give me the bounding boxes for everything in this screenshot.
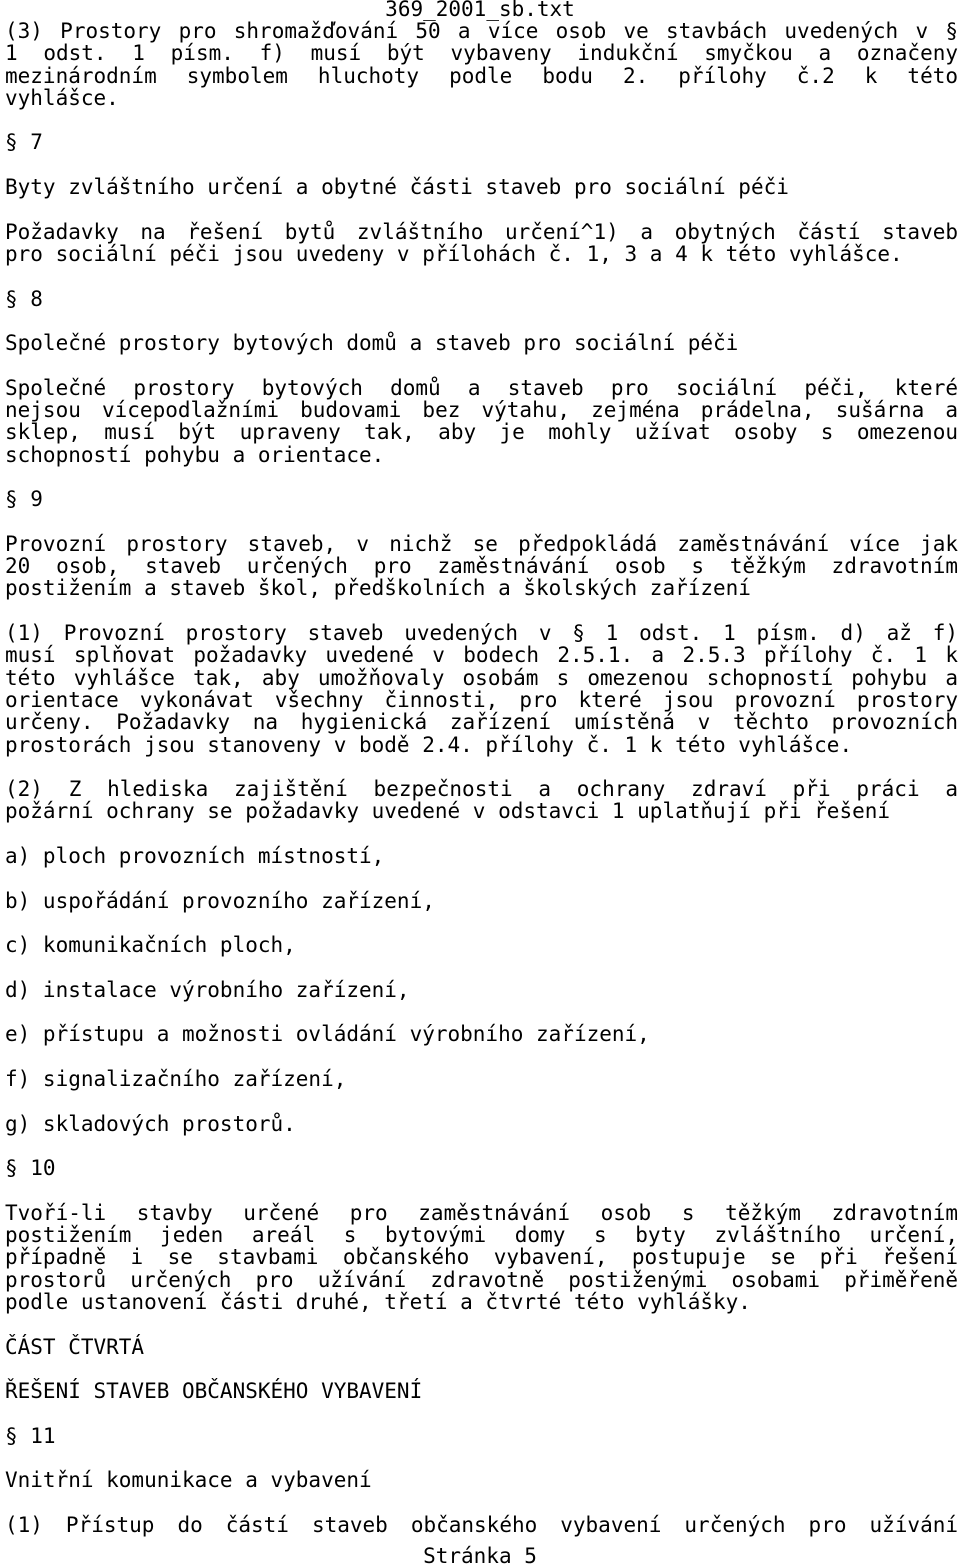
text-line: 20 osob, staveb určených pro zaměstnávání osob s těžkým zdravotním (5, 554, 958, 579)
blank-line (5, 1492, 958, 1514)
text-line: této vyhlášce tak, aby umožňovaly osobám s omezenou schopností pohybu a (5, 665, 958, 690)
text-line: případně i se stavbami občanského vybavení, postupuje se při řešení (5, 1245, 958, 1270)
page-number: Stránka 5 (423, 1544, 537, 1568)
text-line: sklep, musí být upraveny tak, aby je mohly užívat osoby s omezenou (5, 420, 958, 445)
blank-line (5, 1001, 958, 1023)
blank-line (5, 956, 958, 978)
text-line: ČÁST ČTVRTÁ (5, 1334, 145, 1359)
section-heading: § 8 (5, 286, 43, 311)
blank-line (5, 466, 958, 488)
text-line: (2) Z hlediska zajištění bezpečnosti a ochrany zdraví při práci a (5, 777, 958, 802)
text-line: e) přístupu a možnosti ovládání výrobního zařízení, (5, 1022, 650, 1047)
text-line: vyhlášce. (5, 85, 119, 110)
document-body (5, 20, 958, 1536)
blank-line (5, 1313, 958, 1335)
text-line: Vnitřní komunikace a vybavení (5, 1468, 372, 1493)
blank-line (5, 1179, 958, 1201)
blank-line (5, 1135, 958, 1157)
text-line: určeny. Požadavky na hygienická zařízení umístěná v těchto provozních (5, 710, 958, 735)
blank-line (5, 867, 958, 889)
text-line: schopností pohybu a orientace. (5, 442, 385, 467)
blank-line (5, 912, 958, 934)
text-line: Společné prostory bytových domů a staveb pro sociální péči (5, 331, 739, 356)
blank-line (5, 823, 958, 845)
text-line: Požadavky na řešení bytů zvláštního určení^1) a obytných částí staveb (5, 219, 958, 244)
text-line: prostorách jsou stanoveny v bodě 2.4. přílohy č. 1 k této vyhlášce. (5, 732, 853, 757)
text-line: postižením jeden areál s bytovými domy s byty zvláštního určení, (5, 1223, 958, 1248)
section-heading: § 10 (5, 1156, 56, 1181)
text-line: b) uspořádání provozního zařízení, (5, 888, 435, 913)
section-heading: § 9 (5, 487, 43, 512)
text-line: g) skladových prostorů. (5, 1111, 296, 1136)
text-line: a) ploch provozních místností, (5, 843, 385, 868)
text-line: ŘEŠENÍ STAVEB OBČANSKÉHO VYBAVENÍ (5, 1379, 423, 1404)
text-line: c) komunikačních ploch, (5, 933, 296, 958)
text-line: postižením a staveb škol, předškolních a školských zařízení (5, 576, 751, 601)
text-line: orientace vykonávat všechny činnosti, pro které jsou provozní prostory (5, 687, 958, 712)
text-line: prostorů určených pro užívání zdravotně postiženými osobami přiměřeně (5, 1267, 958, 1292)
blank-line (5, 310, 958, 332)
text-line: 1 odst. 1 písm. f) musí být vybaveny indukční smyčkou a označeny (5, 41, 958, 66)
blank-line (5, 511, 958, 533)
text-line: f) signalizačního zařízení, (5, 1066, 347, 1091)
section-heading: § 11 (5, 1423, 56, 1448)
text-line: požární ochrany se požadavky uvedené v odstavci 1 uplatňují při řešení (5, 799, 891, 824)
text-line: pro sociální péči jsou uvedeny v přílohách č. 1, 3 a 4 k této vyhlášce. (5, 241, 903, 266)
text-line: d) instalace výrobního zařízení, (5, 977, 410, 1002)
text-line: Byty zvláštního určení a obytné části staveb pro sociální péči (5, 175, 789, 200)
blank-line (5, 600, 958, 622)
blank-line (5, 1447, 958, 1469)
blank-line (5, 265, 958, 287)
blank-line (5, 354, 958, 376)
text-line: Společné prostory bytových domů a staveb pro sociální péči, které (5, 375, 958, 400)
text-line: (3) Prostory pro shromažďování 50 a více osob ve stavbách uvedených v § (5, 19, 958, 43)
blank-line (5, 109, 958, 131)
text-line: Provozní prostory staveb, v nichž se předpokládá zaměstnávání více jak (5, 531, 958, 556)
blank-line (5, 1402, 958, 1424)
text-line: (1) Provozní prostory staveb uvedených v § 1 odst. 1 písm. d) až f) (5, 621, 958, 646)
blank-line (5, 1358, 958, 1380)
section-heading: § 7 (5, 130, 43, 155)
document-title: 369_2001_sb.txt (385, 0, 575, 21)
blank-line (5, 1090, 958, 1112)
text-line: musí splňovat požadavky uvedené v bodech 2.5.1. a 2.5.3 přílohy č. 1 k (5, 643, 958, 668)
blank-line (5, 198, 958, 220)
blank-line (5, 756, 958, 778)
blank-line (5, 154, 958, 176)
blank-line (5, 1046, 958, 1068)
text-line: Tvoří-li stavby určené pro zaměstnávání osob s těžkým zdravotním (5, 1200, 958, 1225)
text-line: nejsou vícepodlažními budovami bez výtahu, zejména prádelna, sušárna a (5, 398, 958, 423)
text-line: (1) Přístup do částí staveb občanského vybavení určených pro užívání (5, 1512, 958, 1537)
text-line: mezinárodním symbolem hluchoty podle bodu 2. přílohy č.2 k této (5, 63, 958, 88)
text-line: podle ustanovení části druhé, třetí a čtvrté této vyhlášky. (5, 1289, 751, 1314)
